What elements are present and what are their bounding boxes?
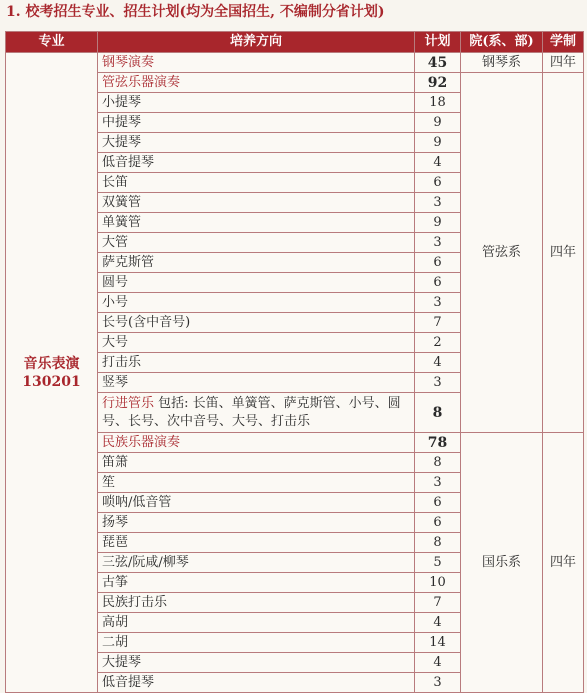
plan-cell: 78 (415, 433, 461, 453)
direction-cell: 民族打击乐 (98, 593, 415, 613)
plan-cell: 9 (415, 113, 461, 133)
major-code: 130201 (22, 373, 81, 390)
plan-cell: 3 (415, 673, 461, 693)
plan-cell: 7 (415, 593, 461, 613)
plan-cell: 6 (415, 493, 461, 513)
major-name: 音乐表演 (23, 355, 80, 372)
direction-cell: 二胡 (98, 633, 415, 653)
direction-cell: 笛箫 (98, 453, 415, 473)
plan-cell: 3 (415, 373, 461, 393)
direction-cell: 小号 (98, 293, 415, 313)
years-piano: 四年 (543, 53, 584, 73)
plan-cell: 4 (415, 613, 461, 633)
header-dept: 院(系、部) (461, 32, 543, 53)
plan-cell: 4 (415, 653, 461, 673)
plan-cell: 6 (415, 253, 461, 273)
enrollment-plan-table (5, 31, 584, 693)
table-header-row (6, 32, 584, 53)
direction-cell: 长号(含中音号) (98, 313, 415, 333)
plan-cell: 8 (415, 453, 461, 473)
direction-cell: 双簧管 (98, 193, 415, 213)
page-title: 1. 校考招生专业、招生计划(均为全国招生, 不编制分省计划) (6, 4, 385, 20)
plan-cell: 9 (415, 213, 461, 233)
plan-cell: 7 (415, 313, 461, 333)
dept-chinese: 国乐系 (461, 433, 543, 693)
plan-cell: 5 (415, 553, 461, 573)
direction-cell: 小提琴 (98, 93, 415, 113)
direction-cell: 古筝 (98, 573, 415, 593)
dept-piano: 钢琴系 (461, 53, 543, 73)
plan-cell: 6 (415, 273, 461, 293)
plan-cell: 3 (415, 473, 461, 493)
plan-cell: 45 (415, 53, 461, 73)
plan-cell: 3 (415, 293, 461, 313)
direction-cell: 扬琴 (98, 513, 415, 533)
direction-cell: 中提琴 (98, 113, 415, 133)
direction-cell (98, 393, 415, 433)
direction-cell: 大号 (98, 333, 415, 353)
plan-cell: 10 (415, 573, 461, 593)
plan-cell: 6 (415, 173, 461, 193)
direction-cell: 低音提琴 (98, 153, 415, 173)
header-years: 学制 (543, 32, 584, 53)
plan-cell: 3 (415, 233, 461, 253)
plan-cell: 8 (415, 393, 461, 433)
table-row (6, 53, 584, 73)
plan-cell: 8 (415, 533, 461, 553)
plan-cell: 2 (415, 333, 461, 353)
direction-cell: 高胡 (98, 613, 415, 633)
plan-cell: 6 (415, 513, 461, 533)
direction-cell: 管弦乐器演奏 (98, 73, 415, 93)
dept-orchestral: 管弦系 (461, 73, 543, 433)
direction-cell: 圆号 (98, 273, 415, 293)
plan-cell: 92 (415, 73, 461, 93)
plan-cell: 4 (415, 153, 461, 173)
plan-cell: 4 (415, 353, 461, 373)
header-major: 专业 (6, 32, 98, 53)
march-label: 行进管乐 (102, 395, 155, 411)
direction-cell: 钢琴演奏 (98, 53, 415, 73)
direction-cell: 大提琴 (98, 133, 415, 153)
header-direction: 培养方向 (98, 32, 415, 53)
years-orchestral: 四年 (543, 73, 584, 433)
direction-cell: 打击乐 (98, 353, 415, 373)
march-detail: 包括: 长笛、单簧管、萨克斯管、小号、圆号、长号、次中音号、大号、打击乐 (102, 395, 401, 429)
direction-cell: 长笛 (98, 173, 415, 193)
direction-cell: 竖琴 (98, 373, 415, 393)
major-cell (6, 53, 98, 693)
direction-cell: 民族乐器演奏 (98, 433, 415, 453)
plan-cell: 9 (415, 133, 461, 153)
direction-cell: 笙 (98, 473, 415, 493)
plan-cell: 3 (415, 193, 461, 213)
direction-cell: 大提琴 (98, 653, 415, 673)
direction-cell: 单簧管 (98, 213, 415, 233)
direction-cell: 萨克斯管 (98, 253, 415, 273)
direction-cell: 三弦/阮咸/柳琴 (98, 553, 415, 573)
plan-cell: 14 (415, 633, 461, 653)
direction-cell: 低音提琴 (98, 673, 415, 693)
header-plan: 计划 (415, 32, 461, 53)
years-chinese: 四年 (543, 433, 584, 693)
direction-cell: 唢呐/低音管 (98, 493, 415, 513)
plan-cell: 18 (415, 93, 461, 113)
direction-cell: 大管 (98, 233, 415, 253)
direction-cell: 琵琶 (98, 533, 415, 553)
